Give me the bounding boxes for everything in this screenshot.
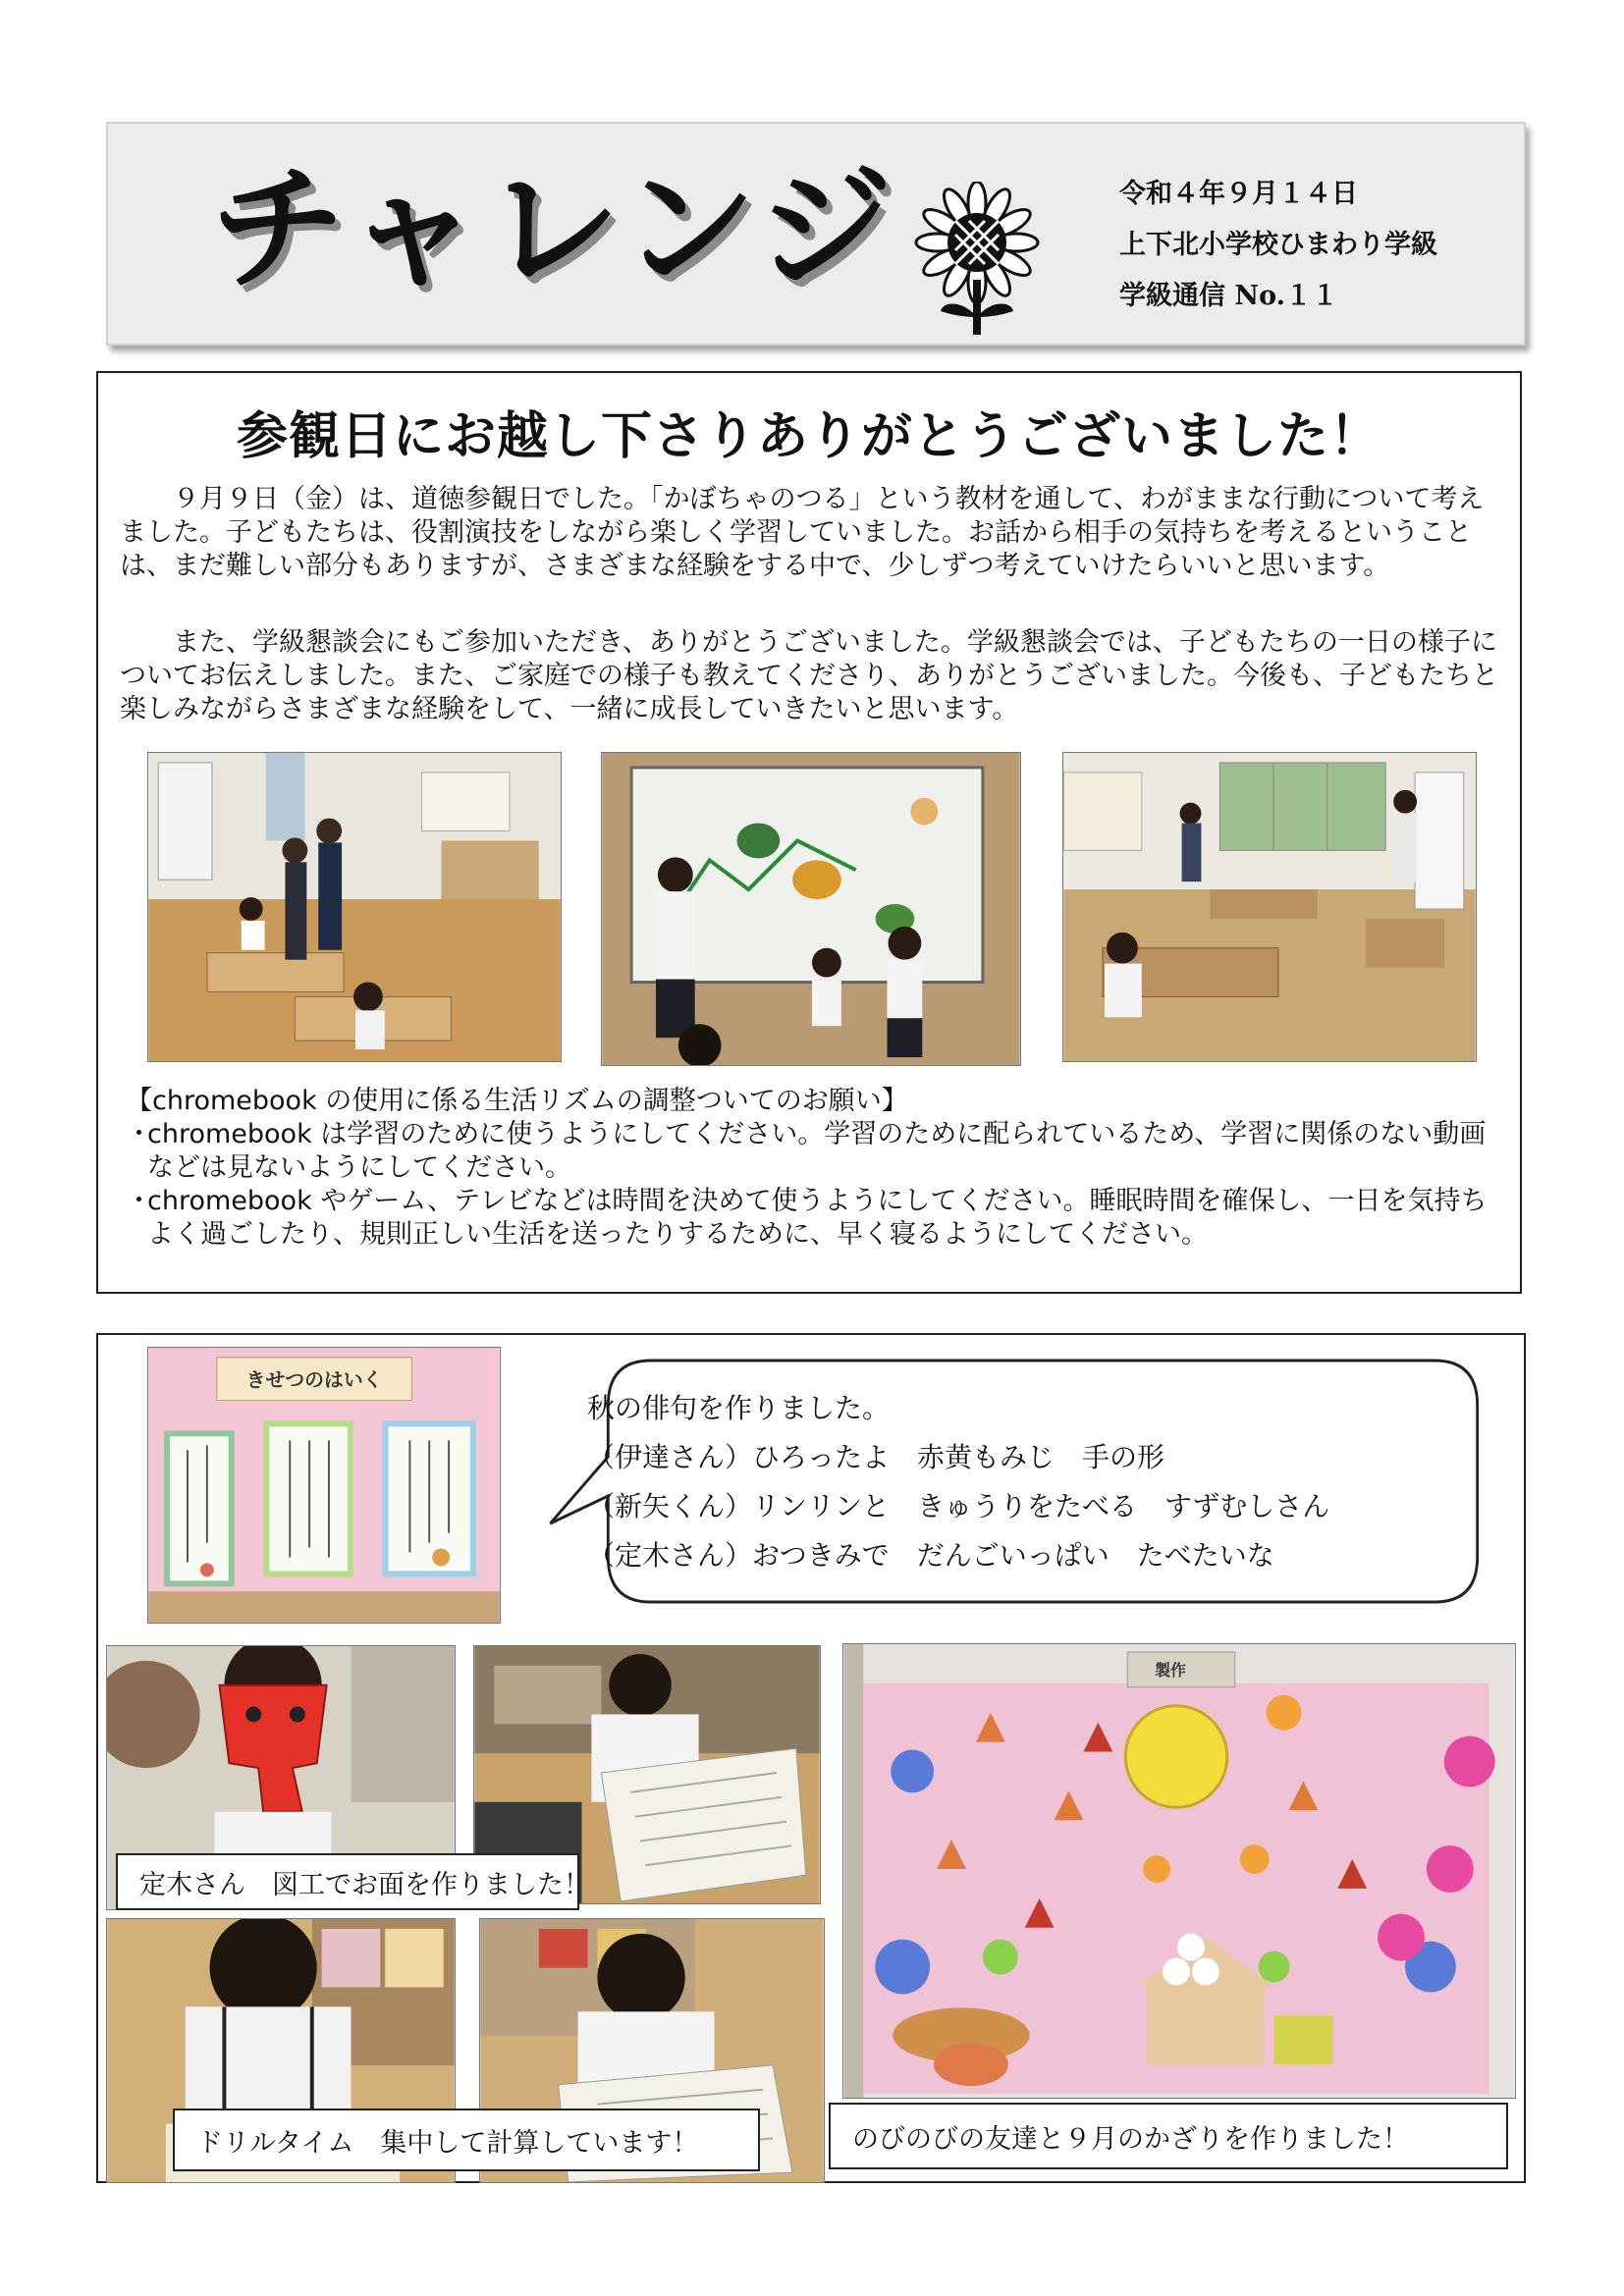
- newsletter-title: チャレンジ: [210, 150, 896, 308]
- haiku-board-photo: [147, 1347, 501, 1624]
- bullet-text: chromebook は学習のために使うようにしてください。学習のために配られているため、学習に関係のない動画などは見ないようにしてください。: [147, 1119, 1487, 1183]
- issue-date: 令和４年９月１４日: [1119, 179, 1358, 209]
- notice-bullet: [126, 1118, 1500, 1185]
- sunflower-icon: [913, 182, 1041, 339]
- notice-title: 【chromebook の使用に係る生活リズムの調整ついてのお願い】: [126, 1086, 908, 1116]
- haiku-line: （伊達さん）ひろったよ 赤黄もみじ 手の形: [587, 1441, 1165, 1473]
- haiku-board-label: きせつのはいく: [245, 1368, 383, 1392]
- issue-number: 学級通信 No.１１: [1119, 281, 1339, 311]
- bullet-dot: ・: [126, 1186, 152, 1216]
- issue-info: [1119, 169, 1437, 322]
- caption-mask: 定木さん 図工でお面を作りました！: [116, 1853, 579, 1910]
- notice-bullet: [126, 1185, 1500, 1252]
- classroom-windows-photo: [1062, 752, 1477, 1062]
- paragraph-meeting: また、学級懇談会にもご参加いただき、ありがとうございました。学級懇談会では、子どもたちの一日の様子についてお伝えしました。また、ご家庭での様子も教えてくださり、ありがとうございました。今後も、子どもたちと楽しみながらさまざまな経験をして、一緒に成長していきたいと思います。: [120, 627, 1498, 724]
- caption-drill: ドリルタイム 集中して計算しています！: [173, 2109, 760, 2171]
- haiku-line: （定木さん）おつきみで だんごいっぱい たべたいな: [587, 1539, 1274, 1572]
- classroom-photo: [147, 752, 562, 1062]
- chromebook-notice: [126, 1085, 1500, 1252]
- school-name: 上下北小学校ひまわり学級: [1119, 230, 1437, 260]
- decoration-photo: [842, 1643, 1516, 2099]
- caption-decoration: のびのびの友達と９月のかざりを作りました！: [829, 2103, 1508, 2169]
- section-heading: 参観日にお越し下さりありがとうございました！: [236, 407, 1381, 466]
- paragraph-open-house: ９月９日（金）は、道徳参観日でした。「かぼちゃのつる」という教材を通して、わがままな行動について考えました。子どもたちは、役割演技をしながら楽しく学習していました。お話から相手の気持ちを考えるということは、まだ難しい部分もありますが、さまざまな経験をする中で、少しずつ考えていけたらいいと思います。: [120, 484, 1485, 581]
- haiku-intro: 秋の俳句を作りました。: [587, 1392, 891, 1424]
- haiku-list: [587, 1384, 1329, 1580]
- bullet-dot: ・: [126, 1119, 152, 1149]
- bullet-text: chromebook やゲーム、テレビなどは時間を決めて使うようにしてください。睡眠時間を確保し、一日を気持ちよく過ごしたり、規則正しい生活を送ったりするために、早く寝るようにしてください。: [147, 1186, 1488, 1250]
- decoration-sign: 製作: [1155, 1660, 1186, 1680]
- haiku-line: （新矢くん）リンリンと きゅうりをたべる すずむしさん: [587, 1490, 1330, 1522]
- roleplay-photo: [601, 752, 1021, 1066]
